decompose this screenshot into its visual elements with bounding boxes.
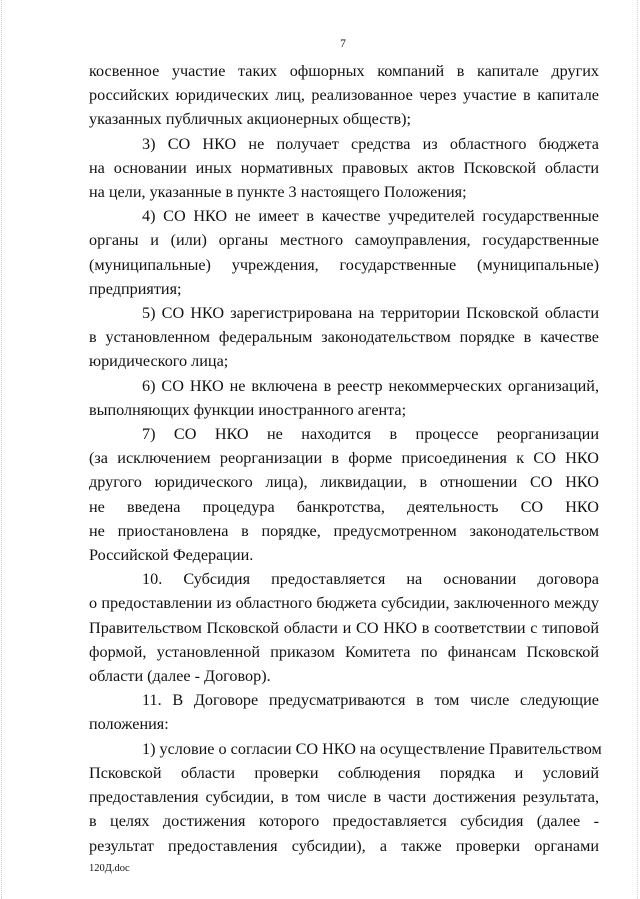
text-line: органы и (или) органы местного самоуправления, государственные: [89, 231, 599, 250]
text-line: предприятия;: [89, 279, 182, 298]
paragraph: [89, 422, 599, 567]
text-line: не введена процедура банкротства, деятельность СО НКО: [89, 497, 599, 516]
text-line: юридического лица;: [89, 352, 229, 371]
paragraph: [89, 737, 602, 858]
text-line: 4) СО НКО не имеет в качестве учредителей государственные: [142, 207, 599, 226]
text-line: 5) СО НКО зарегистрирована на территории Псковской области: [142, 304, 599, 323]
text-line: (за исключением реорганизации в форме присоединения к СО НКО: [89, 449, 599, 468]
file-name-footer: 120Д.doc: [89, 863, 130, 874]
text-line: 1) условие о согласии СО НКО на осуществление Правительством: [142, 739, 602, 758]
paragraph: [89, 688, 599, 736]
text-line: Правительством Псковской области и СО НКО в соответствии с типовой: [89, 618, 599, 637]
paragraph: [89, 374, 599, 422]
text-line: (муниципальные) учреждения, государственные (муниципальные): [89, 255, 599, 274]
text-line: не приостановлена в порядке, предусмотренном законодательством: [89, 521, 599, 540]
text-line: 11. В Договоре предусматриваются в том числе следующие: [142, 691, 599, 710]
text-line: Российской Федерации.: [89, 546, 254, 565]
text-line: выполняющих функции иностранного агента;: [89, 400, 407, 419]
text-line: на основании иных нормативных правовых актов Псковской области: [89, 158, 599, 177]
text-line: российских юридических лиц, реализованное через участие в капитале: [89, 86, 599, 105]
text-line: Псковской области проверки соблюдения порядка и условий: [89, 763, 599, 782]
text-line: 3) СО НКО не получает средства из областного бюджета: [142, 134, 599, 153]
text-line: в целях достижения которого предоставляется субсидия (далее -: [89, 812, 599, 831]
text-line: в установленном федеральным законодательством порядке в качестве: [89, 328, 599, 347]
paragraph: [89, 132, 599, 205]
text-line: о предоставлении из областного бюджета субсидии, заключенного между: [89, 594, 599, 613]
text-line: области (далее - Договор).: [89, 667, 271, 686]
paragraph: [89, 567, 599, 688]
text-line: 6) СО НКО не включена в реестр некоммерческих организаций,: [142, 376, 599, 395]
page-number: 7: [340, 38, 346, 50]
text-line: косвенное участие таких офшорных компаний в капитале других: [89, 62, 599, 80]
scan-edge-right: [635, 0, 638, 899]
document-body: [89, 59, 602, 858]
paragraph: [89, 301, 599, 374]
text-line: результат предоставления субсидии), а также проверки органами: [89, 836, 599, 855]
paragraph: [89, 59, 599, 132]
text-line: 10. Субсидия предоставляется на основании договора: [142, 570, 599, 589]
text-line: на цели, указанные в пункте 3 настоящего Положения;: [89, 183, 467, 202]
text-line: предоставления субсидии, в том числе в части достижения результата,: [89, 788, 599, 807]
text-line: положения:: [89, 715, 169, 734]
paragraph: [89, 204, 599, 301]
scan-edge-left: [1, 0, 4, 899]
text-line: указанных публичных акционерных обществ);: [89, 110, 412, 129]
text-line: 7) СО НКО не находится в процессе реорганизации: [142, 425, 599, 444]
text-line: другого юридического лица), ликвидации, в отношении СО НКО: [89, 473, 599, 492]
text-line: формой, установленной приказом Комитета по финансам Псковской: [89, 642, 599, 661]
